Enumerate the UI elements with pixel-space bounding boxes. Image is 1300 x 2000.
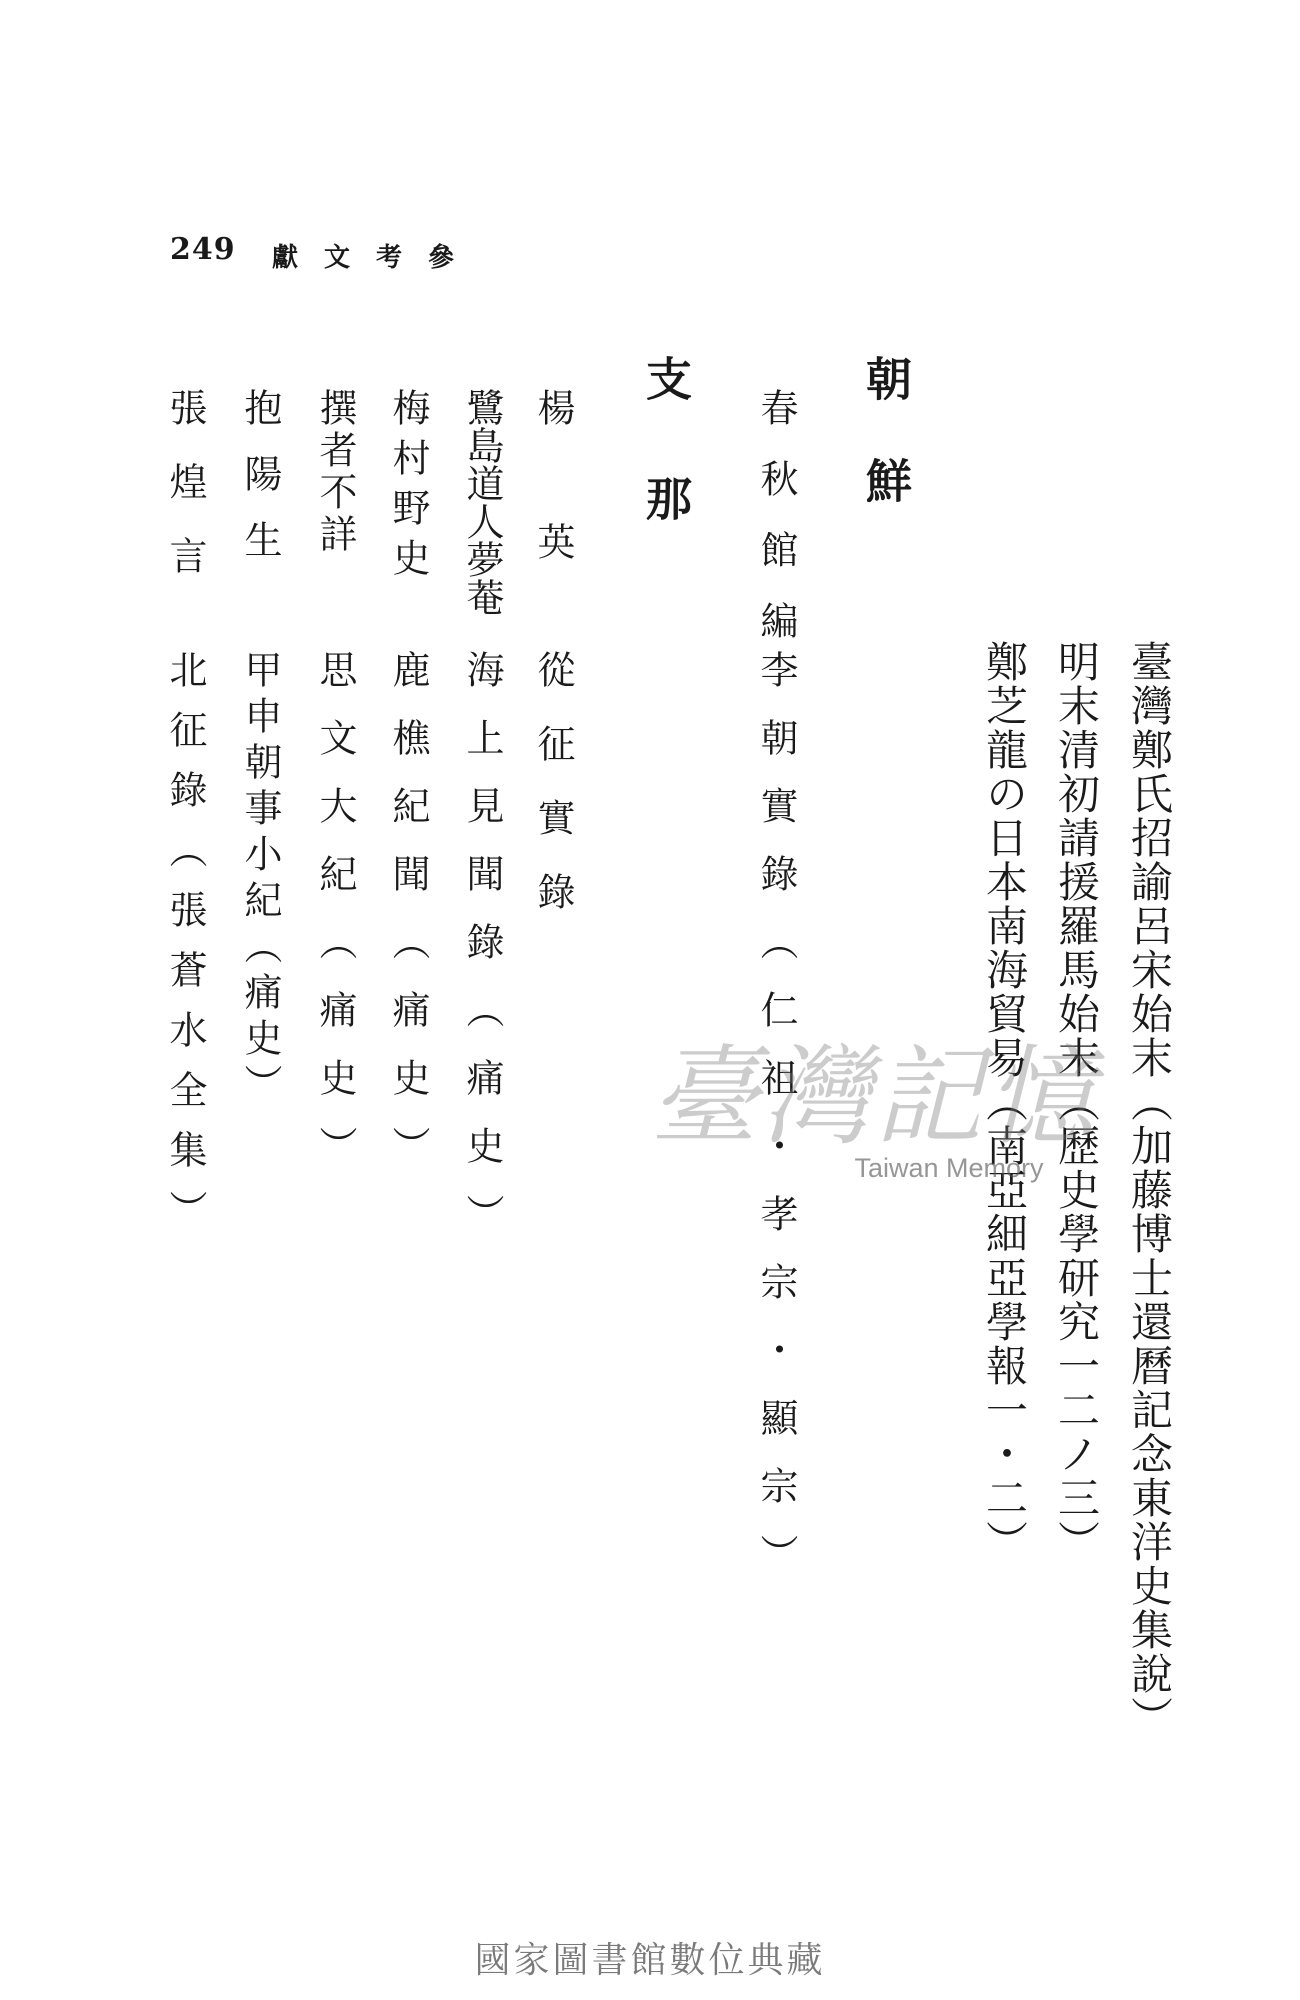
entry-title: 北征錄（張蒼水全集）: [163, 650, 207, 1250]
section-heading-china: 支那: [639, 355, 693, 595]
section-heading-korea: 朝鮮: [859, 355, 913, 559]
citation-2: 明末清初請援羅馬始末（歷史學研究一二ノ三）: [1052, 640, 1101, 1564]
watermark-logo: 臺灣記憶: [650, 1035, 1099, 1160]
watermark: [650, 1010, 1098, 1184]
entry-title: 思文大紀（痛史）: [313, 650, 357, 1194]
running-title: 獻文考參: [272, 243, 481, 273]
entry-title: 鹿樵紀聞（痛史）: [386, 650, 430, 1194]
page-number: 249: [170, 232, 236, 267]
entry-author: 楊英: [531, 388, 575, 656]
entry-author: 撰者不詳: [313, 388, 357, 556]
citation-3: 鄭芝龍の日本南海貿易（南亞細亞學報一・二）: [980, 640, 1029, 1564]
entry-title: 海上見聞錄（痛史）: [460, 650, 504, 1262]
entry-author: 張煌言: [163, 388, 207, 610]
entry-author: 春秋館編: [754, 388, 798, 672]
entry-title: 甲申朝事小紀（痛史）: [238, 650, 282, 1110]
citation-1: 臺灣鄭氏招諭呂宋始末（加藤博士還曆記念東洋史集說）: [1125, 640, 1174, 1740]
watermark-english: Taiwan Memory: [854, 1153, 1044, 1183]
entry-author: 抱陽生: [238, 388, 282, 586]
entry-title: 從征實錄: [531, 650, 575, 946]
entry-title: 李朝實錄（仁祖・孝宗・顯宗）: [754, 650, 798, 1602]
entry-author: 鷺島道人夢菴: [460, 388, 504, 616]
entry-author: 梅村野史: [386, 388, 430, 588]
footer-archive-label: 國家圖書館數位典藏: [474, 1940, 826, 1981]
